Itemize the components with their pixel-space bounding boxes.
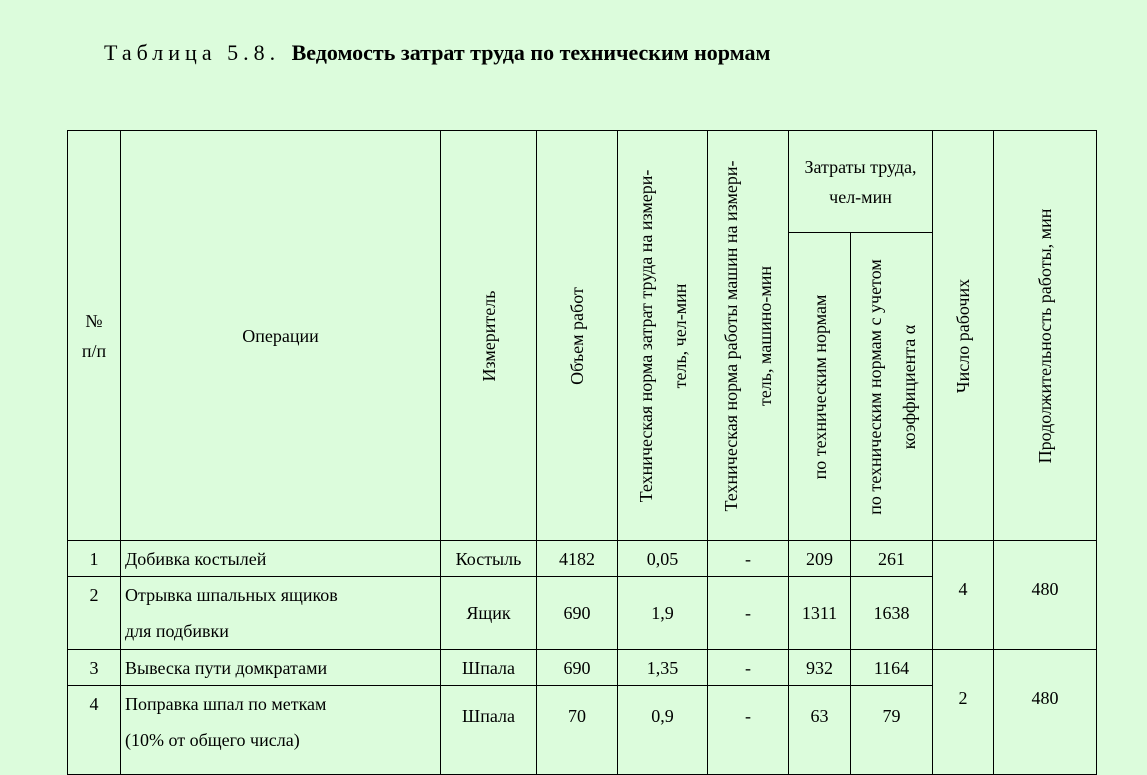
header-num-line2: п/п xyxy=(81,340,107,361)
header-volume xyxy=(536,130,618,541)
table-row-2-cost-alpha: 1638 xyxy=(850,576,933,650)
table-row-4-num: 4 xyxy=(67,685,121,775)
table-row-1-num: 1 xyxy=(67,540,121,577)
table-title: Ведомость затрат труда по техническим нормам xyxy=(291,40,771,65)
table-row-1-operation: Добивка костылей xyxy=(120,540,441,577)
header-labor-norm-line2: тель, чел-мин xyxy=(669,283,690,388)
table-row-2-operation-line2: для подбивки xyxy=(125,621,229,641)
header-machine-norm-line2: тель, машино-мин xyxy=(755,265,775,406)
header-by-norms-alpha xyxy=(850,232,933,541)
table-row-4-unit: Шпала xyxy=(440,685,537,775)
table-row-3-num: 3 xyxy=(67,649,121,686)
header-labor-cost xyxy=(788,130,933,233)
table-number: Таблица 5.8. xyxy=(104,40,281,65)
header-labor-cost-line1: Затраты труда, xyxy=(804,156,917,177)
header-unit xyxy=(440,130,537,541)
header-duration-label: Продолжительность работы, мин xyxy=(1035,208,1055,463)
header-volume-label: Объем работ xyxy=(567,286,587,385)
table-row-3-volume: 690 xyxy=(536,649,618,686)
header-labor-cost-line2: чел-мин xyxy=(829,186,892,207)
table-row-3-cost: 932 xyxy=(788,649,851,686)
table-row-4-operation-line1: Поправка шпал по меткам xyxy=(125,694,327,714)
table-row-2-operation xyxy=(120,576,441,650)
header-machine-norm-label xyxy=(714,160,782,511)
header-labor-norm xyxy=(617,130,708,541)
table-row-2-num: 2 xyxy=(67,576,121,650)
header-workers xyxy=(932,130,994,541)
table-row-4-volume: 70 xyxy=(536,685,618,775)
header-num xyxy=(67,130,121,541)
table-row-1-labor-norm: 0,05 xyxy=(617,540,708,577)
header-by-norms-alpha-label xyxy=(858,259,926,514)
header-machine-norm-line1: Техническая норма работы машин на измери- xyxy=(721,159,741,512)
table-row-4-cost-alpha: 79 xyxy=(850,685,933,775)
table-row-4-machine-norm: - xyxy=(707,685,789,775)
header-by-norms xyxy=(788,232,851,541)
table-row-2-cost: 1311 xyxy=(788,576,851,650)
table-row-1-machine-norm: - xyxy=(707,540,789,577)
table-row-3-operation: Вывеска пути домкратами xyxy=(120,649,441,686)
table-row-2-machine-norm: - xyxy=(707,576,789,650)
table-row-4-operation xyxy=(120,685,441,775)
group-2-duration: 480 xyxy=(993,649,1097,775)
header-workers-label: Число рабочих xyxy=(953,278,973,393)
header-labor-norm-line1: Техническая норма затрат труда на измери- xyxy=(635,169,656,502)
table-row-4-labor-norm: 0,9 xyxy=(617,685,708,775)
table-row-1-cost: 209 xyxy=(788,540,851,577)
table-row-1-cost-alpha: 261 xyxy=(850,540,933,577)
header-operations xyxy=(120,130,441,541)
table-row-1-unit: Костыль xyxy=(440,540,537,577)
table-row-3-cost-alpha: 1164 xyxy=(850,649,933,686)
table-row-3-labor-norm: 1,35 xyxy=(617,649,708,686)
table-row-3-unit: Шпала xyxy=(440,649,537,686)
header-operations-label: Операции xyxy=(242,325,319,346)
header-by-norms-label: по техническим нормам xyxy=(809,294,830,479)
header-by-norms-alpha-line2: коэффициента α xyxy=(898,324,919,449)
group-2-workers: 2 xyxy=(932,649,994,775)
table-row-2-labor-norm: 1,9 xyxy=(617,576,708,650)
table-row-2-operation-line1: Отрывка шпальных ящиков xyxy=(125,585,338,605)
table-caption xyxy=(104,40,771,66)
table-row-1-volume: 4182 xyxy=(536,540,618,577)
header-duration xyxy=(993,130,1097,541)
group-1-workers: 4 xyxy=(932,540,994,650)
header-unit-label: Измеритель xyxy=(478,290,499,381)
table-row-2-volume: 690 xyxy=(536,576,618,650)
header-machine-norm xyxy=(707,130,789,541)
group-1-duration: 480 xyxy=(993,540,1097,650)
table-row-2-unit: Ящик xyxy=(440,576,537,650)
table-row-3-machine-norm: - xyxy=(707,649,789,686)
header-by-norms-alpha-line1: по техническим нормам с учетом xyxy=(864,258,885,515)
header-labor-norm-label xyxy=(629,169,697,502)
table-row-4-cost: 63 xyxy=(788,685,851,775)
table-row-4-operation-line2: (10% от общего числа) xyxy=(125,730,300,750)
header-num-line1: № xyxy=(85,310,103,331)
